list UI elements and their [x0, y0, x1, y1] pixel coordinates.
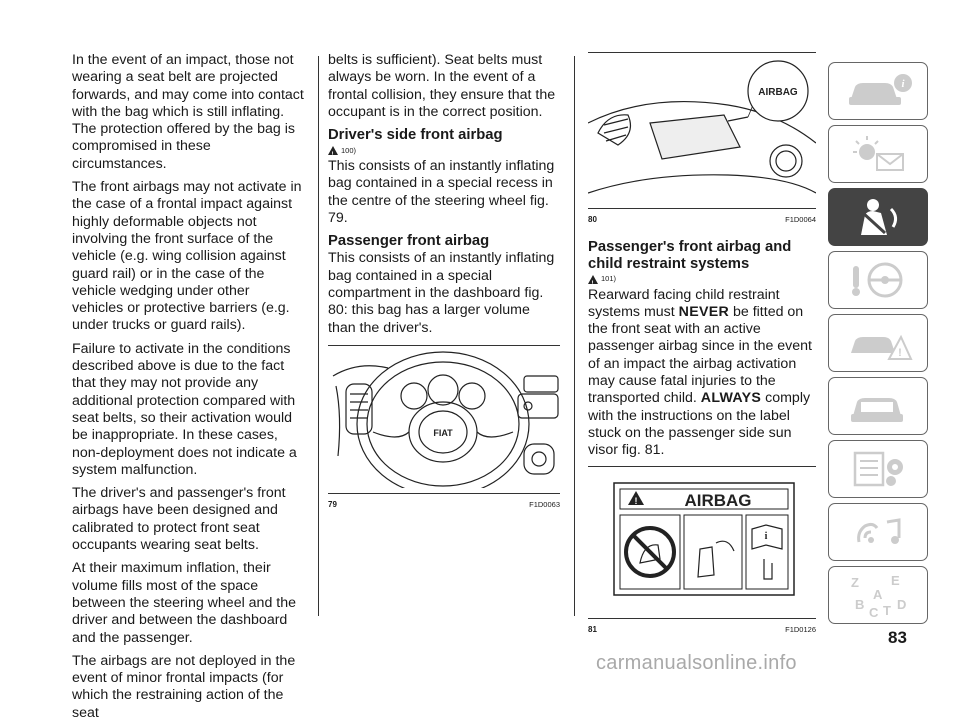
section-heading-child-restraint: Passenger's front airbag and child restraint systems — [588, 238, 792, 272]
text-column-3 — [588, 52, 816, 638]
warning-reference: ! 101) — [588, 274, 816, 285]
figure-number: 80 — [588, 215, 597, 225]
figure-81 — [588, 466, 816, 639]
column-divider — [318, 56, 319, 616]
tab-knowing-your-car[interactable] — [828, 62, 928, 120]
figure-number: 81 — [588, 624, 597, 634]
paragraph: This consists of an instantly inflating bag contained in a special compartment in the dashboard fig. 80: this bag has a larger volume than the driver's. — [328, 250, 555, 336]
warning-triangle-icon — [588, 275, 598, 284]
svg-text:i: i — [764, 530, 768, 542]
airbag-label-text: AIRBAG — [758, 87, 798, 98]
figure-code: F1D0063 — [529, 500, 560, 510]
figure-code: F1D0064 — [785, 215, 816, 225]
paragraph: At their maximum inflation, their volume fills most of the space between the steering wheel and the driver and between the dashboard and the passenger. — [72, 560, 297, 646]
column-divider — [574, 56, 575, 616]
paragraph: Rearward facing child restraint systems must NEVER be fitted on the front seat with an active passenger airbag since in the event of an impact the airbag activation may cause fatal injuries to the transported child. ALWAYS comply with the instructions on the label stuck on the passenger side sun visor fig. 81. — [588, 286, 812, 459]
tab-index[interactable] — [828, 566, 928, 624]
car-info-icon — [843, 71, 913, 111]
chapter-tabs — [828, 62, 928, 629]
label-title: AIRBAG — [684, 490, 752, 510]
svg-text:E: E — [891, 573, 900, 588]
svg-text:D: D — [897, 597, 907, 612]
tab-safety[interactable] — [828, 188, 928, 246]
paragraph: This consists of an instantly inflating bag contained in a special recess in the centre of the steering wheel fig. 79. — [328, 158, 555, 227]
tab-multimedia[interactable] — [828, 503, 928, 561]
paragraph: The front airbags may not activate in the case of a frontal impact against highly deformable objects not involving the front surface of the vehicle (e.g. wing collision against guard rail) or in the case of the vehicle wedging under other vehicles or protective barriers (e.g. under trucks or guard rails). — [72, 179, 302, 334]
svg-text:!: ! — [898, 347, 902, 359]
starting-driving-icon — [843, 260, 913, 300]
svg-text:Z: Z — [851, 575, 859, 590]
paragraph: The airbags are not deployed in the event of minor frontal impacts (for which the restraining action of the seat — [72, 652, 296, 721]
emergency-icon — [843, 323, 913, 363]
section-heading-driver-airbag: Driver's side front airbag — [328, 127, 503, 144]
section-heading-passenger-airbag: Passenger front airbag — [328, 233, 490, 250]
svg-text:i: i — [901, 78, 905, 90]
paragraph: Failure to activate in the conditions described above is due to the fact that they may not provide any additional protection compared with seat belts, so their activation would be inappropriate. In these cases, non-deployment does not indicate a system malfunction. — [72, 340, 297, 478]
figure-80 — [588, 52, 816, 229]
svg-text:!: ! — [634, 495, 638, 506]
svg-text:T: T — [883, 603, 891, 618]
warning-lights-icon — [843, 134, 913, 174]
dashboard-airbag-illustration — [588, 53, 816, 203]
index-icon — [843, 571, 913, 619]
warning-reference: ! 100) — [328, 145, 560, 156]
warning-triangle-icon — [328, 146, 338, 155]
paragraph: The driver's and passenger's front airbags have been designed and calibrated to protect front seat occupants wearing seat belts. — [72, 485, 286, 554]
figure-code: F1D0126 — [785, 624, 816, 634]
tab-starting-driving[interactable] — [828, 251, 928, 309]
tab-maintenance[interactable] — [828, 377, 928, 435]
tab-warning-lights[interactable] — [828, 125, 928, 183]
maintenance-icon — [843, 386, 913, 426]
airbag-warning-label-illustration — [588, 467, 816, 613]
svg-text:C: C — [869, 605, 879, 619]
tab-emergency[interactable] — [828, 314, 928, 372]
paragraph: belts is sufficient). Seat belts must always be worn. In the event of a frontal collision, they ensure that the occupant is in the correct position. — [328, 52, 556, 120]
fiat-logo: FIAT — [433, 427, 453, 438]
figure-number: 79 — [328, 500, 337, 510]
figure-79 — [328, 345, 560, 514]
multimedia-icon — [843, 512, 913, 552]
svg-text:B: B — [855, 597, 865, 612]
text-column-1 — [72, 52, 304, 728]
safety-seatbelt-icon — [843, 195, 913, 239]
paragraph: In the event of an impact, those not wearing a seat belt are projected forwards, and may come into contact with the bag which is still inflating. The protection offered by the bag is compromised in these circumstances. — [72, 52, 304, 172]
text-column-2 — [328, 52, 560, 513]
technical-data-icon — [843, 449, 913, 489]
page-number: 83 — [888, 628, 907, 647]
tab-technical-data[interactable] — [828, 440, 928, 498]
watermark: carmanualsonline.info — [596, 652, 797, 674]
svg-text:A: A — [873, 587, 883, 602]
steering-wheel-illustration — [328, 346, 560, 488]
